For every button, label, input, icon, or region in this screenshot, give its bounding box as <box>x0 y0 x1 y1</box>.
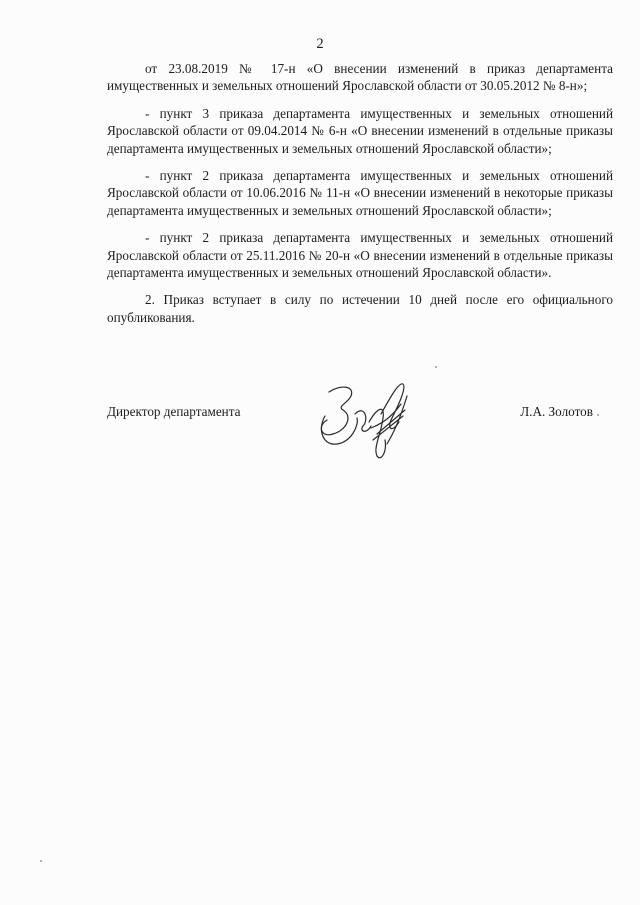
signatory-name: Л.А. Золотов <box>520 404 593 419</box>
signature-block <box>107 404 613 474</box>
effective-date-clause: 2. Приказ вступает в силу по истечении 10 дней после его официального опубликования. <box>107 292 613 325</box>
list-item: - пункт 2 приказа департамента имущественных и земельных отношений Ярославской области от 25.11.2016 № 20-н «О внесении изменений в отдельные приказы департамента имущественных и земельных отношений Ярославской области». <box>107 230 613 281</box>
list-item: - пункт 2 приказа департамента имущественных и земельных отношений Ярославской области от 10.06.2016 № 11-н «О внесении изменений в некоторые приказы департамента имущественных и земельных отношений Ярославской области»; <box>107 168 613 218</box>
list-item: - пункт 3 приказа департамента имущественных и земельных отношений Ярославской области от 09.04.2014 № 6-н «О внесении изменений в отдельные приказы департамента имущественных и земельных отношений Ярославской области»; <box>107 105 613 156</box>
scan-speck <box>435 366 437 368</box>
scan-speck <box>597 414 599 416</box>
document-body <box>107 60 613 336</box>
signatory-position: Директор департамента <box>107 404 241 419</box>
handwritten-signature <box>307 374 417 474</box>
scan-speck <box>40 860 42 862</box>
page-number: 2 <box>316 36 324 52</box>
list-item-continuation: от 23.08.2019 № 17-н «О внесении изменений в приказ департамента имущественных и земельных отношений Ярославской области от 30.05.2012 № 8-н»; <box>107 61 613 94</box>
